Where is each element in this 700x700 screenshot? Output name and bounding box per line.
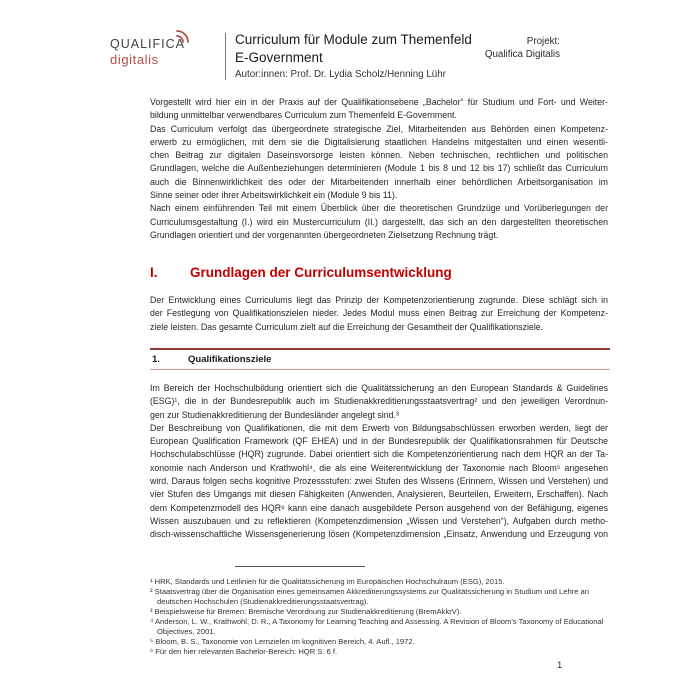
text-line: Hochschulabschlüsse (HQR) zugrunde. Dabei orientiert sich die Kompetenzorientierung nach dem HQR an der Ta-: [150, 449, 608, 460]
text-line: Curriculumsgestaltung (I.) wird ein Mustercurriculum (II.) dargestellt, das sich an den dargestellten theoretischen: [150, 216, 608, 227]
intro-paragraphs: [150, 96, 608, 242]
footnote-item: ³ Beispielsweise für Bremen: Bremische Verordnung zur Studienakkreditierung (BremAkkrV).: [150, 607, 462, 616]
qualifica-digitalis-logo: [110, 37, 185, 67]
text-line: wird. Daraus folgen sechs kognitive Prozessstufen: zwei Stufen des Wissens (Erinnern, Wissen und Verstehen) und: [150, 476, 608, 487]
text-line: European Qualification Framework (QF EHEA) und in der Bundesrepublik der Qualifikationsrahmen für Deutsche: [150, 436, 608, 447]
subsection-number: 1.: [152, 354, 160, 365]
section-number: I.: [150, 265, 158, 280]
document-title-block: [235, 31, 472, 81]
footnote-separator: [235, 566, 365, 567]
text-line: disch-wissenschaftliche Wissensgenerierung lösen (Kompetenzdimension „Einsatz, Anwendung und Erzeugung von: [150, 529, 608, 540]
text-line: auch die Binnenwirklichkeit des oder der Mitarbeitenden innerhalb einer behördlichen Arbeitsorganisation im: [150, 176, 608, 187]
logo-subtitle: digitalis: [110, 52, 159, 67]
text-line: Vorgestellt wird hier ein in der Praxis auf der Qualifikationsebene „Bachelor“ für Studium und Fort- und Weiter-: [150, 97, 608, 107]
body-paragraphs: [150, 382, 608, 542]
footnote-item: ² Staatsvertrag über die Organisation eines gemeinsamen Akkreditierungssystems zur Qualitätssicherung in Studium und Lehre an deutschen Hochschulen (Studienakkreditierungsstaatsvertrag).: [150, 587, 589, 606]
project-label: Projekt:: [526, 36, 560, 47]
section-title: Grundlagen der Curriculumsentwicklung: [190, 265, 452, 280]
subsection-title: Qualifikationsziele: [188, 354, 272, 365]
text-line: gen zur Studienakkreditierung der Bundesländer angelegt sind.³: [150, 409, 399, 420]
text-line: erwerb zu ermöglichen, mit dem sie die Digitalisierung staatlichen Handelns mitgestalten und einen wesentli-: [150, 136, 608, 147]
text-line: Wissen auszubauen und zu reflektieren (Kompetenzdimension „Wissen und Verstehen“), Aufgaben durch metho-: [150, 515, 608, 526]
footnote-item: ⁵ Bloom, B. S., Taxonomie von Lernzielen im kognitiven Bereich, 4. Aufl., 1972.: [150, 637, 415, 646]
author-line: Autor:innen: Prof. Dr. Lydia Scholz/Henning Lühr: [235, 69, 446, 80]
document-title-line-1: Curriculum für Module zum Themenfeld: [235, 32, 472, 47]
text-line: dem Kompetenzmodell des HQR⁶ kann eine danach ausgebildete Person ausgehend von der Befähigung, eigenes: [150, 502, 608, 513]
project-name: Qualifica Digitalis: [484, 49, 560, 60]
text-line: Nach einem einführenden Teil mit einem Überblick über die theoretischen Grundzüge und Vorüberlegungen der: [150, 203, 608, 214]
text-line: bildung unmittelbar verwendbares Curriculum zum Themenfeld E-Government.: [150, 110, 457, 121]
text-line: Im Bereich der Hochschulbildung orientiert sich die Qualitätssicherung an den European Standards & Guidelines: [150, 383, 608, 393]
text-line: vier Stufen des Umgangs mit diesen Fähigkeiten (Anwenden, Analysieren, Beurteilen, Erweitern, Erschaffen). Nach: [150, 489, 608, 500]
text-line: Sinne seiner oder ihrer Arbeitswirklichkeit ein (Module 9 bis 11).: [150, 190, 398, 201]
document-title-line-2: E-Government: [235, 49, 323, 65]
footnote-item: ⁴ Anderson, L. W., Krathwohl, D. R., A Taxonomy for Learning Teaching and Assessing. A Revision of Bloom's Taxonomy of Educational Objectives, 2001.: [150, 617, 604, 636]
project-block: [485, 35, 560, 61]
text-line: Der Beschreibung von Qualifikationen, die mit dem Erwerb von Bildungsabschlüssen erworben werden, liegt der: [150, 422, 608, 433]
subsection-header: [150, 348, 610, 370]
text-line: Grundlagen orientiert und der vorgenannten übergeordneten Zielsetzung Rechnung trägt.: [150, 229, 499, 240]
footnote-item: ¹ HRK, Standards und Leitlinien für die Qualitätssicherung im Europäischen Hochschulraum (ESG), 2015.: [150, 577, 505, 586]
text-line: (ESG)¹, die in der Bundesrepublik auch im Studienakkreditierungsstaatsvertrag² und den jeweiligen Verordnun-: [150, 396, 608, 407]
text-line: xonomie nach Anderson und Krathwohl⁴, die als eine Weiterentwicklung der Taxonomie nach Bloom⁵ angesehen: [150, 462, 608, 473]
header-divider: [225, 33, 226, 80]
text-line: Das Curriculum verfolgt das übergeordnete strategische Ziel, Mitarbeitenden aus Behörden einen Kompetenz-: [150, 123, 608, 134]
text-line: Grundlagen, welche die Außenbeziehungen determinieren (Module 1 bis 8 und 12 bis 17) schließt das Curriculum: [150, 163, 608, 174]
text-line: der Festlegung von Qualifikationszielen nieder. Jedes Modul muss einen Beitrag zur Erreichung der Kompetenz-: [150, 308, 608, 319]
footnotes: [150, 577, 608, 657]
logo-wordmark: QUALIFICA: [110, 37, 185, 51]
page-number: 1: [557, 660, 563, 671]
footnote-item: ⁶ Für den hier relevanten Bachelor-Bereich: HQR S. 6 f.: [150, 647, 338, 656]
section-heading: [150, 265, 608, 280]
text-line: ziele leisten. Das gesamte Curriculum zielt auf die Erreichung der Gesamtheit der Qualifikationsziele.: [150, 321, 544, 332]
signal-waves-icon: [175, 30, 190, 48]
section-paragraph: [150, 294, 608, 334]
text-line: Der Entwicklung eines Curriculums liegt das Prinzip der Kompetenzorientierung zugrunde. Diese schlägt sich in: [150, 295, 608, 305]
text-line: chen Beitrag zur digitalen Daseinsvorsorge leisten können. Neben technischen, rechtlichen und politischen: [150, 150, 608, 161]
